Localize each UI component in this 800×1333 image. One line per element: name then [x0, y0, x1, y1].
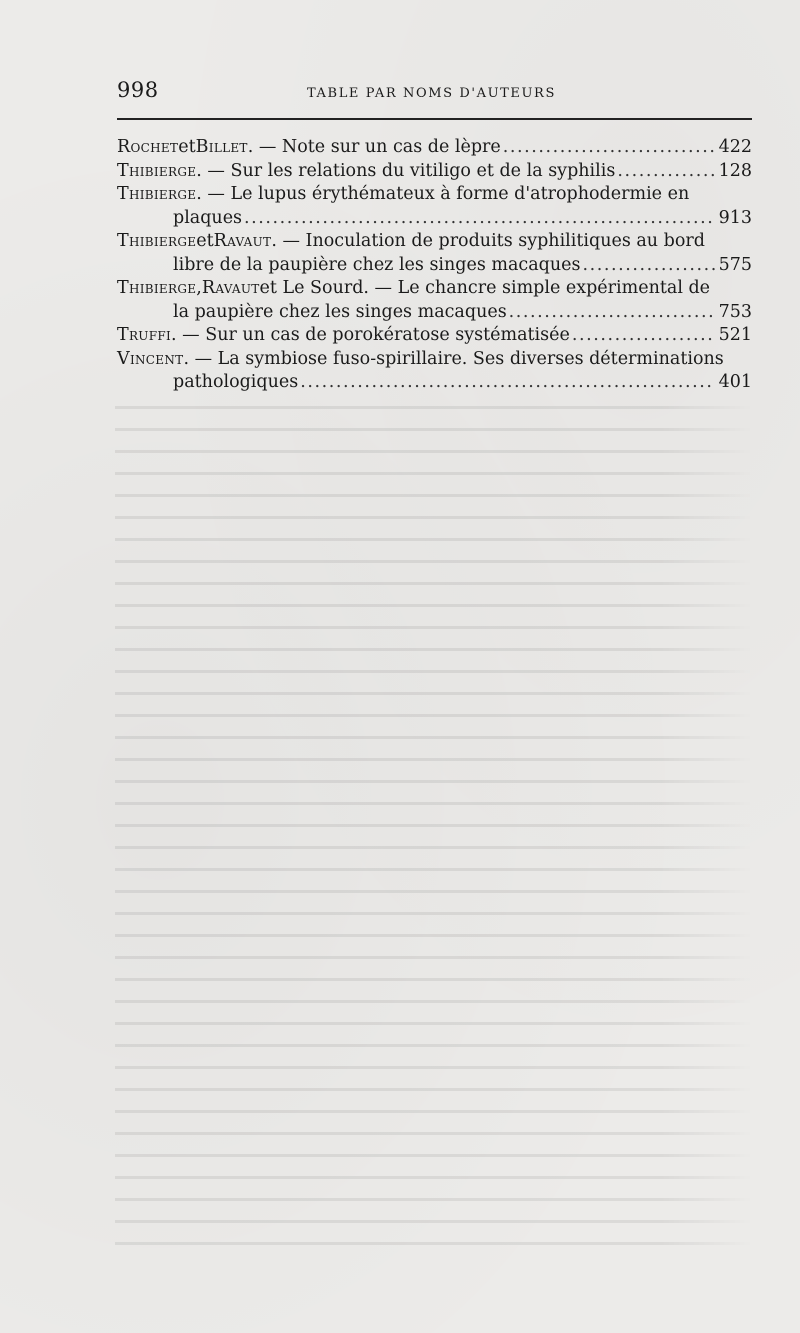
entry-title: . — La symbiose fuso-spirillaire. Ses diverses déterminations — [183, 348, 724, 369]
leader-dots — [509, 301, 715, 325]
index-entry — [117, 348, 752, 395]
coauthor-name: Ravaut — [201, 278, 260, 298]
page-reference: 422 — [718, 137, 752, 157]
entry-line — [117, 183, 752, 207]
author-name: Vincent — [117, 348, 184, 369]
page-reference: 575 — [718, 254, 752, 275]
entry-continuation-line — [117, 207, 752, 231]
show-through-texture — [115, 392, 755, 1252]
leader-dots — [503, 136, 715, 160]
author-name: Thibierge — [117, 160, 197, 181]
entry-title: . — Sur un cas de porokératose systématisée — [171, 325, 570, 345]
leader-dots — [300, 371, 714, 395]
running-title: TABLE PAR NOMS D'AUTEURS — [307, 86, 556, 101]
entry-continuation-line — [117, 301, 752, 325]
page-number: 998 — [117, 78, 159, 102]
author-name: Rochet — [117, 137, 179, 157]
page-reference: 913 — [718, 207, 752, 228]
page-reference: 753 — [718, 301, 752, 322]
author-index-list — [117, 136, 752, 395]
entry-title-continued: plaques — [173, 207, 243, 228]
connector-text: , — [196, 278, 202, 298]
leader-dots — [617, 160, 714, 184]
entry-line — [117, 324, 752, 348]
entry-line — [117, 230, 752, 254]
entry-title: et Le Sourd. — Le chancre simple expérimental de — [259, 278, 711, 298]
coauthor-name: Billet — [195, 137, 248, 157]
author-name: Thibierge — [117, 184, 197, 204]
entry-title-continued: la paupière chez les singes macaques — [173, 301, 507, 322]
page-reference: 521 — [718, 325, 752, 345]
leader-dots — [244, 207, 715, 231]
connector-text: et — [178, 137, 196, 157]
index-entry — [117, 160, 752, 184]
entry-line — [117, 160, 752, 184]
entry-continuation-line — [117, 371, 752, 395]
author-name: Thibierge — [117, 231, 197, 251]
author-name: Truffi — [117, 325, 172, 345]
entry-line — [117, 136, 752, 160]
entry-line — [117, 277, 752, 301]
coauthor-name: Ravaut — [213, 231, 272, 251]
author-name: Thibierge — [117, 278, 197, 298]
page-reference: 401 — [718, 372, 752, 392]
index-entry — [117, 230, 752, 277]
index-entry — [117, 136, 752, 160]
connector-text: et — [196, 231, 214, 251]
entry-title-continued: libre de la paupière chez les singes macaques — [173, 254, 581, 275]
index-entry — [117, 183, 752, 230]
header-rule — [117, 118, 752, 120]
entry-title: . — Le lupus érythémateux à forme d'atrophodermie en — [196, 184, 690, 204]
entry-continuation-line — [117, 254, 752, 278]
entry-title: . — Inoculation de produits syphilitiques au bord — [271, 231, 705, 251]
entry-title-continued: pathologiques — [173, 372, 299, 392]
page-header — [117, 78, 752, 108]
index-entry — [117, 277, 752, 324]
leader-dots — [582, 254, 714, 278]
leader-dots — [572, 324, 715, 348]
entry-line — [117, 348, 752, 372]
index-entry — [117, 324, 752, 348]
entry-title: . — Sur les relations du vitiligo et de la syphilis — [196, 160, 616, 181]
entry-title: . — Note sur un cas de lèpre — [247, 137, 501, 157]
page-reference: 128 — [718, 160, 752, 181]
